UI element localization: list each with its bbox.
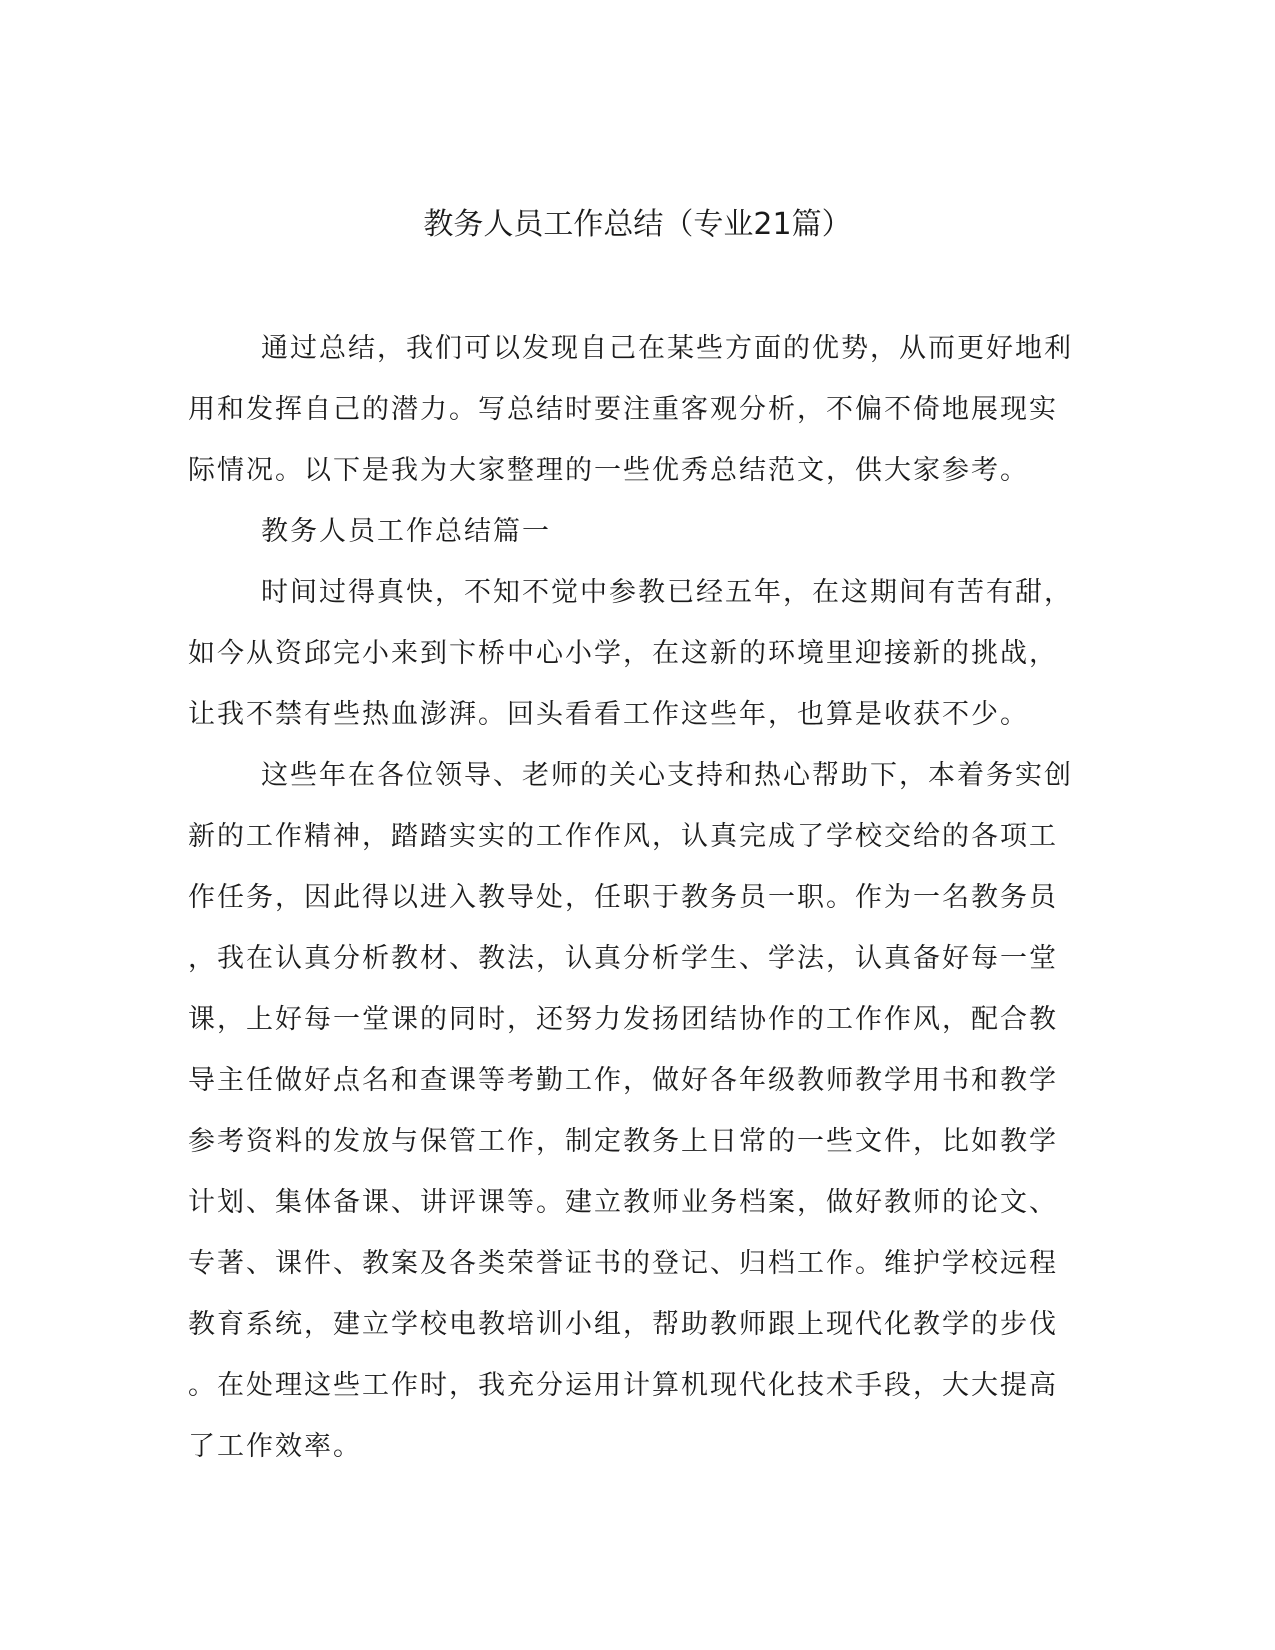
text-line: 这些年在各位领导、老师的关心支持和热心帮助下，本着务实创 bbox=[261, 760, 1073, 791]
text-line: 专著、课件、教案及各类荣誉证书的登记、归档工作。维护学校远程 bbox=[188, 1248, 1058, 1279]
document-title: 教务人员工作总结（专业21篇） bbox=[423, 207, 852, 242]
paragraph-intro bbox=[188, 318, 1076, 501]
text-line: 教务人员工作总结篇一 bbox=[261, 516, 551, 547]
text-line: 通过总结，我们可以发现自己在某些方面的优势，从而更好地利 bbox=[261, 333, 1073, 364]
text-line: 用和发挥自己的潜力。写总结时要注重客观分析，不偏不倚地展现实 bbox=[188, 394, 1058, 425]
paragraph-work bbox=[188, 745, 1076, 1477]
text-line: 参考资料的发放与保管工作，制定教务上日常的一些文件，比如教学 bbox=[188, 1126, 1058, 1157]
text-line: 如今从资邱完小来到卞桥中心小学，在这新的环境里迎接新的挑战， bbox=[188, 638, 1058, 669]
section-heading bbox=[188, 501, 1076, 562]
document-body bbox=[188, 318, 1076, 1477]
text-line: 了工作效率。 bbox=[188, 1431, 362, 1462]
text-line: 际情况。以下是我为大家整理的一些优秀总结范文，供大家参考。 bbox=[188, 455, 1029, 486]
text-line: 。在处理这些工作时，我充分运用计算机现代化技术手段，大大提高 bbox=[188, 1370, 1058, 1401]
text-line: 作任务，因此得以进入教导处，任职于教务员一职。作为一名教务员 bbox=[188, 882, 1058, 913]
paragraph-time bbox=[188, 562, 1076, 745]
text-line: 新的工作精神，踏踏实实的工作作风，认真完成了学校交给的各项工 bbox=[188, 821, 1058, 852]
text-line: 课，上好每一堂课的同时，还努力发扬团结协作的工作作风，配合教 bbox=[188, 1004, 1058, 1035]
text-line: 时间过得真快，不知不觉中参教已经五年，在这期间有苦有甜， bbox=[261, 577, 1073, 608]
text-line: 导主任做好点名和查课等考勤工作，做好各年级教师教学用书和教学 bbox=[188, 1065, 1058, 1096]
text-line: 教育系统，建立学校电教培训小组，帮助教师跟上现代化教学的步伐 bbox=[188, 1309, 1058, 1340]
text-line: ，我在认真分析教材、教法，认真分析学生、学法，认真备好每一堂 bbox=[188, 943, 1058, 974]
text-line: 计划、集体备课、讲评课等。建立教师业务档案，做好教师的论文、 bbox=[188, 1187, 1058, 1218]
text-line: 让我不禁有些热血澎湃。回头看看工作这些年，也算是收获不少。 bbox=[188, 699, 1029, 730]
